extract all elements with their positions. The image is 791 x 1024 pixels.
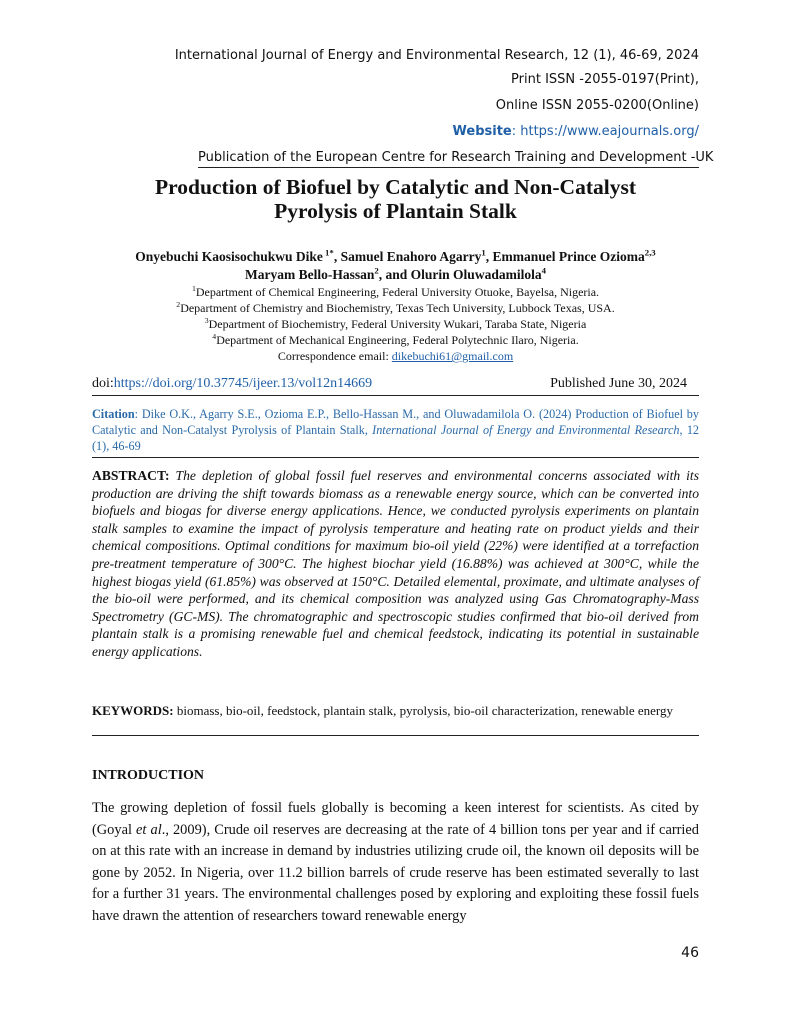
citation-text: : Dike O.K., Agarry S.E., Ozioma E.P., Bello-Hassan M., and Oluwadamilola O. (2024) Production of Biofuel by Catalytic and Non-Catalyst Pyrolysis of Plantain Stalk,	[92, 407, 699, 437]
author-2: , Samuel Enahoro Agarry	[333, 249, 482, 264]
correspondence-email-link[interactable]: dikebuchi61@gmail.com	[391, 349, 514, 363]
author-5: , and Olurin Oluwadamilola	[378, 267, 542, 282]
affiliation-1-sup: 1	[191, 284, 196, 293]
citation-divider	[92, 457, 699, 458]
print-issn: Print ISSN -2055-0197(Print),	[511, 72, 699, 87]
affiliation-2-text: Department of Chemistry and Biochemistry, Texas Tech University, Lubbock Texas, USA.	[180, 301, 615, 315]
abstract-text: The depletion of global fossil fuel reserves and environmental concerns associated with its production are driving the shift towards biomass as a renewable energy source, which can be converted into biofuels and biogas for diverse energy applications. Hence, we conducted pyrolysis experiments on plantain stalk samples to examine the impact of pyrolysis temperature and heating rate on product yields and their chemical compositions. Optimal conditions for maximum bio-oil yield (22%) were identified at a torrefaction pre-treatment temperature of 300°C. The highest biochar yield (16.88%) was achieved at 300°C, while the highest biogas yield (61.85%) was observed at 150°C. Detailed elemental, proximate, and ultimate analyses of the bio-oil were performed, and its chemical composition was analyzed using Gas Chromatography-Mass Spectrometry (GC-MS). The chromatographic and spectroscopic studies confirmed that bio-oil derived from plantain stalk is a promising renewable fuel and chemical feedstock, indicating its potential in sustainable energy applications.	[92, 468, 699, 659]
affiliation-4-text: Department of Mechanical Engineering, Federal Polytechnic Ilaro, Nigeria.	[216, 333, 579, 347]
keywords	[92, 703, 699, 719]
author-3: , Emmanuel Prince Ozioma	[485, 249, 645, 264]
introduction-heading: INTRODUCTION	[92, 768, 205, 783]
citation-journal: International Journal of Energy and Environmental Research	[372, 423, 680, 437]
affiliation-4-sup: 4	[212, 332, 217, 341]
doi-label: doi:	[92, 376, 114, 391]
doi-link[interactable]: https://doi.org/10.37745/ijeer.13/vol12n14669	[113, 376, 373, 391]
affiliation-3-text: Department of Biochemistry, Federal University Wukari, Taraba State, Nigeria	[208, 317, 587, 331]
introduction-paragraph	[92, 798, 699, 928]
title-line-2: Pyrolysis of Plantain Stalk	[274, 199, 517, 223]
keywords-label: KEYWORDS:	[92, 703, 174, 718]
header-divider	[198, 167, 699, 168]
affiliation-4	[92, 332, 699, 348]
correspondence-label: Correspondence email:	[277, 349, 392, 363]
author-4-sup: 2	[374, 265, 379, 276]
website-label: Website	[452, 124, 512, 139]
journal-citation-line: International Journal of Energy and Environmental Research, 12 (1), 46-69, 2024	[174, 48, 699, 63]
keywords-text: biomass, bio-oil, feedstock, plantain stalk, pyrolysis, bio-oil characterization, renewable energy	[173, 703, 674, 718]
website-line	[453, 124, 700, 139]
affiliation-3	[92, 316, 699, 332]
publisher-line: Publication of the European Centre for Research Training and Development -UK	[198, 150, 714, 165]
abstract-label: ABSTRACT:	[92, 468, 170, 483]
author-5-sup: 4	[541, 265, 546, 276]
author-1: Onyebuchi Kaosisochukwu Dike	[135, 249, 323, 264]
title-line-1: Production of Biofuel by Catalytic and Non-Catalyst	[155, 175, 636, 199]
correspondence	[92, 348, 699, 364]
keywords-divider	[92, 735, 699, 736]
doi-divider	[92, 395, 699, 396]
affiliations	[92, 284, 699, 364]
affiliation-2-sup: 2	[176, 300, 181, 309]
author-2-sup: 1	[481, 247, 486, 258]
abstract	[92, 467, 699, 661]
page-number: 46	[681, 945, 699, 961]
citation-tail: , 12 (1), 46-69	[92, 423, 700, 453]
citation-label: Citation	[92, 407, 135, 421]
affiliation-3-sup: 3	[204, 316, 209, 325]
intro-text-1: The growing depletion of fossil fuels globally is becoming a keen interest for scientists. As cited by (Goyal	[92, 800, 699, 838]
online-issn: Online ISSN 2055-0200(Online)	[495, 98, 699, 113]
author-4: Maryam Bello-Hassan	[245, 267, 375, 282]
affiliation-2	[92, 300, 699, 316]
published-date: Published June 30, 2024	[550, 376, 687, 391]
author-list	[92, 248, 699, 284]
affiliation-1-text: Department of Chemical Engineering, Federal University Otuoke, Bayelsa, Nigeria.	[195, 285, 600, 299]
website-link[interactable]: : https://www.eajournals.org/	[511, 124, 699, 139]
citation-block	[92, 406, 699, 454]
intro-etal: et al	[136, 821, 162, 838]
paper-title	[92, 175, 699, 223]
doi-row	[92, 376, 699, 392]
affiliation-1	[92, 284, 699, 300]
author-1-sup: 1*	[322, 247, 334, 258]
author-3-sup: 2,3	[644, 247, 656, 258]
intro-text-2: ., 2009), Crude oil reserves are decreasing at the rate of 4 billion tons per year and if carried on at this rate with an increase in demand by industries utilizing crude oil, the known oil deposits will be gone by 2052. In Nigeria, over 11.2 billion barrels of crude reserve has been estimated severally to last for a further 31 years. The environmental challenges posed by exploring and exploiting these fossil fuels have drawn the attention of researchers toward renewable energy	[92, 821, 699, 924]
